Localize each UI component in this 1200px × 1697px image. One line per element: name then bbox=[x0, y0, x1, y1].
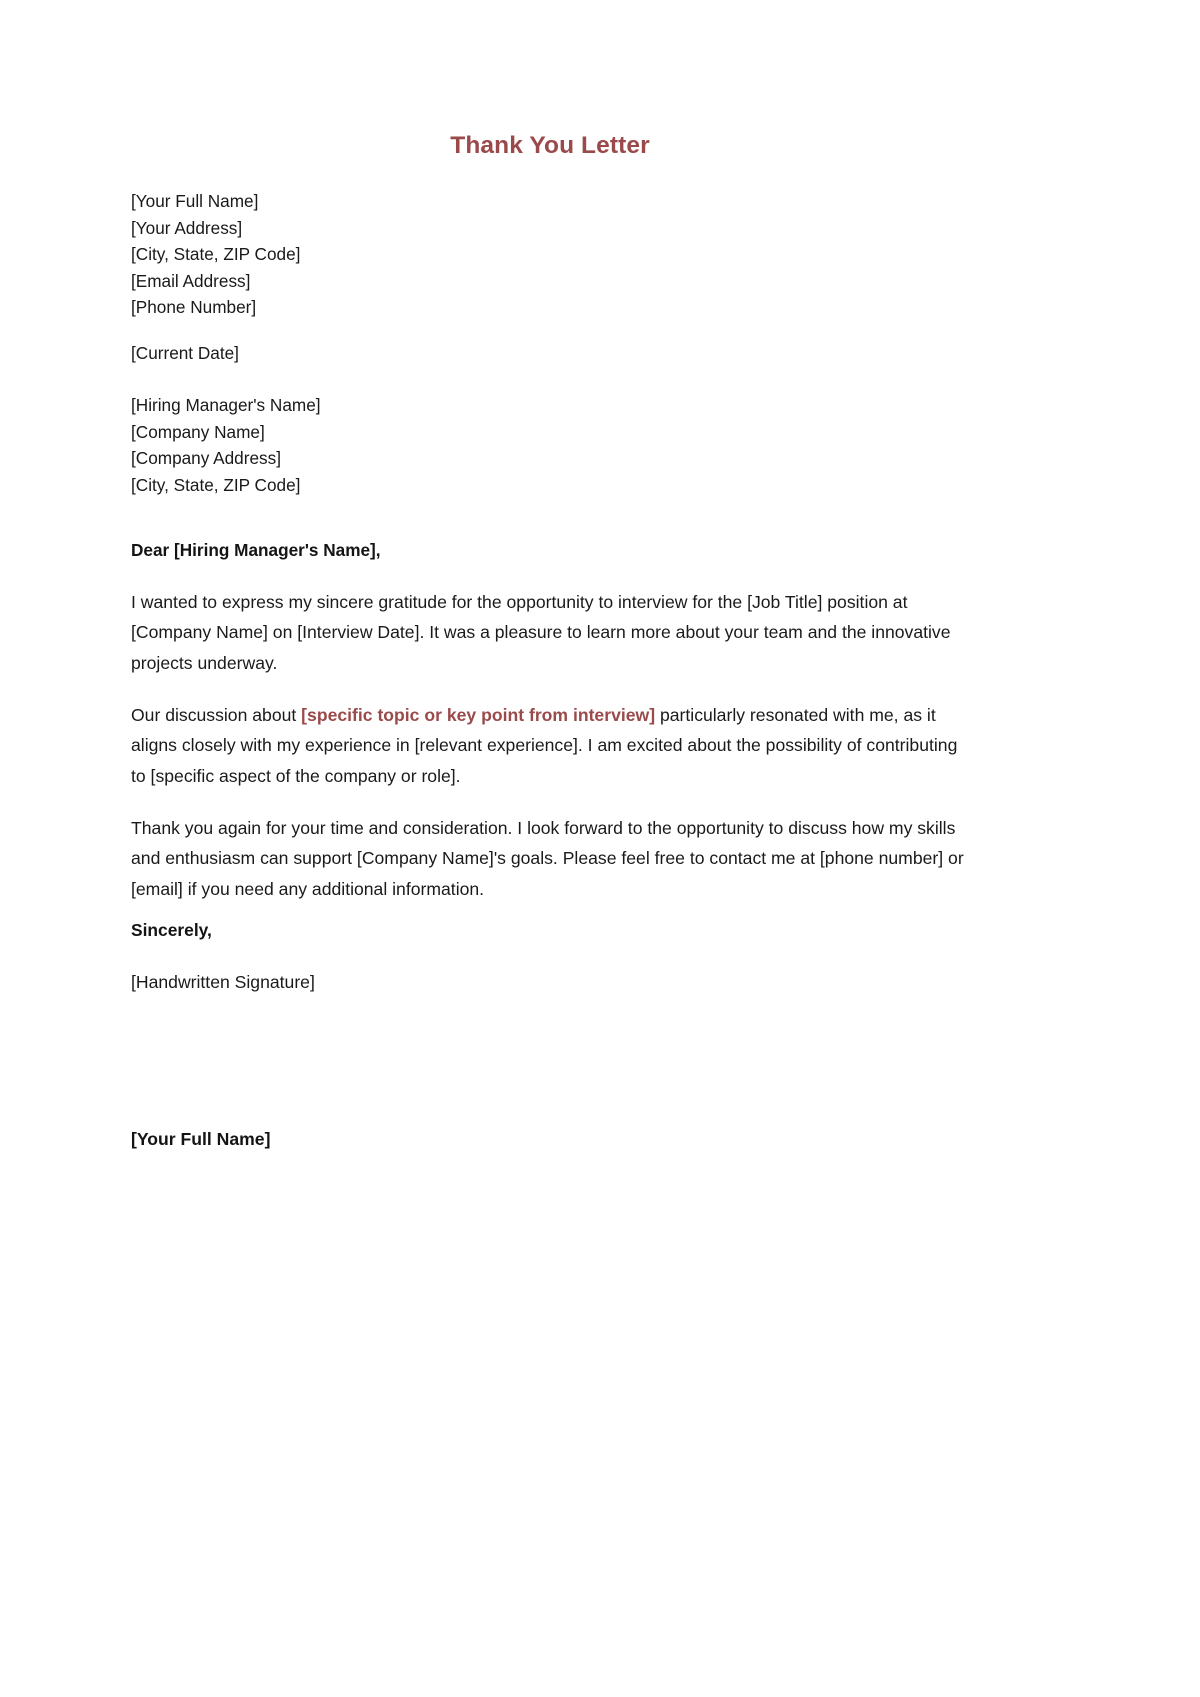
current-date: [Current Date] bbox=[131, 343, 239, 363]
recipient-line: [City, State, ZIP Code] bbox=[131, 474, 301, 495]
sender-address-block bbox=[131, 188, 969, 321]
sender-line: [City, State, ZIP Code] bbox=[131, 244, 301, 265]
page-title: Thank You Letter bbox=[450, 132, 650, 159]
recipient-line: [Company Address] bbox=[131, 448, 281, 469]
recipient-line: [Hiring Manager's Name] bbox=[131, 395, 321, 415]
sender-line: [Your Full Name] bbox=[131, 191, 259, 211]
salutation: Dear [Hiring Manager's Name], bbox=[131, 540, 381, 560]
highlighted-placeholder: [specific topic or key point from interview] bbox=[301, 705, 656, 725]
date-block bbox=[131, 340, 969, 367]
sender-line: [Phone Number] bbox=[131, 297, 257, 318]
paragraph-2-lead-text: Our discussion about bbox=[131, 705, 302, 725]
paragraph-2-trailing-text: particularly resonated with me, as it aligns closely with my experience in [relevant experience]. I am excited about the possibility of contributing to [specific aspect of the company or role]. bbox=[131, 705, 958, 786]
signer-name: [Your Full Name] bbox=[131, 1129, 271, 1149]
sender-line: [Your Address] bbox=[131, 217, 243, 238]
signature-placeholder: [Handwritten Signature] bbox=[131, 972, 315, 992]
sender-line: [Email Address] bbox=[131, 270, 251, 291]
body-paragraph-2 bbox=[131, 700, 969, 791]
body-paragraph-3: Thank you again for your time and consideration. I look forward to the opportunity to discuss how my skills and enthusiasm can support [Company Name]'s goals. Please feel free to contact me at [phone number] or [email] if you need any additional information. bbox=[131, 818, 964, 899]
recipient-address-block bbox=[131, 392, 969, 498]
body-paragraph-1: I wanted to express my sincere gratitude for the opportunity to interview for the [Job Title] position at [Company Name] on [Interview Date]. It was a pleasure to learn more about your team and the innovative projects underway. bbox=[131, 592, 951, 673]
recipient-line: [Company Name] bbox=[131, 421, 265, 442]
valediction: Sincerely, bbox=[131, 920, 212, 940]
